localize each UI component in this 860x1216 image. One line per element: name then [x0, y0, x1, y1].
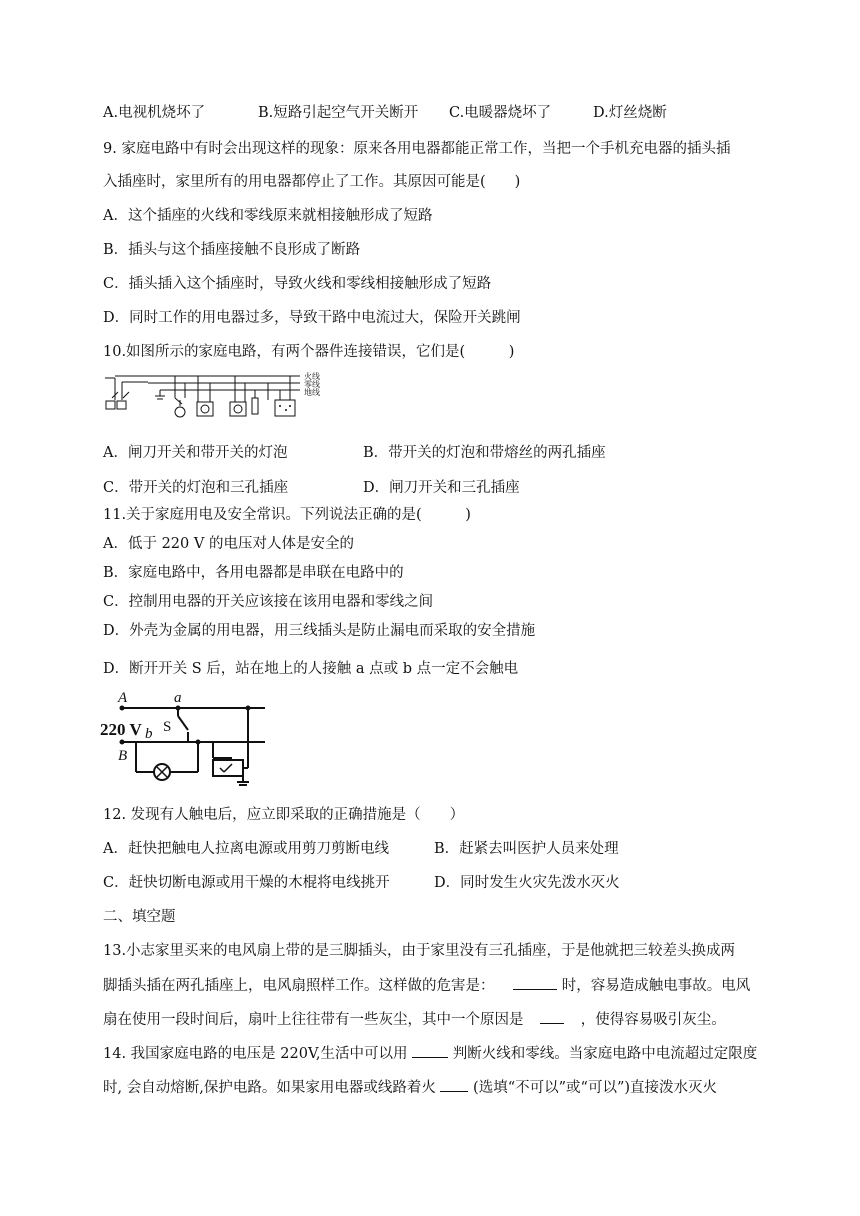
q13-line2-after: 时，容易造成触电事故。电风	[561, 978, 751, 994]
q8-option-c: C.电暖器烧坏了	[449, 105, 552, 121]
q9-option-a: A．这个插座的火线和零线原来就相接触形成了短路	[103, 208, 433, 224]
q10-circuit-figure	[100, 368, 340, 424]
q14-line2b: (选填“不可以”或“可以”)直接泼水灭火	[473, 1080, 718, 1096]
q14-line2a: 时, 会自动熔断,保护电路。如果家用电器或线路着火	[103, 1080, 436, 1096]
q11-label-B: B	[118, 748, 128, 764]
q13-blank-1[interactable]	[513, 974, 557, 990]
q13-line2	[103, 974, 750, 996]
q12-option-b: B．赶紧去叫医护人员来处理	[434, 841, 619, 857]
q11-label-A: A	[118, 690, 128, 706]
q11-option-c: C．控制用电器的开关应该接在该用电器和零线之间	[103, 594, 434, 610]
q14-blank-2[interactable]	[440, 1076, 468, 1092]
q8-option-b: B.短路引起空气开关断开	[258, 105, 419, 121]
q10-option-c: C．带开关的灯泡和三孔插座	[103, 480, 289, 496]
q12-stem: 12. 发现有人触电后，应立即采取的正确措施是（ ）	[103, 807, 465, 823]
q10-label-fire: 火线	[304, 372, 320, 381]
q11-label-a: a	[174, 690, 182, 706]
q9-option-d: D．同时工作的用电器过多，导致干路中电流过大，保险开关跳闸	[103, 310, 521, 326]
q13-line2-text: 脚插头插在两孔插座上，电风扇照样工作。这样做的危害是：	[103, 978, 495, 994]
q12-option-a: A．赶快把触电人拉离电源或用剪刀剪断电线	[103, 841, 389, 857]
q8-option-d: D.灯丝烧断	[593, 105, 667, 121]
q9-stem-line2: 入插座时，家里所有的用电器都停止了工作。其原因可能是( )	[103, 174, 521, 190]
q13-line3-text: 扇在使用一段时间后，扇叶上往往带有一些灰尘，其中一个原因是	[103, 1012, 524, 1028]
q10-label-earth: 地线	[304, 388, 320, 397]
q9-option-b: B．插头与这个插座接触不良形成了断路	[103, 242, 361, 258]
q13-line1: 13.小志家里买来的电风扇上带的是三脚插头，由于家里没有三孔插座，于是他就把三较差头换成两	[103, 943, 736, 959]
q14-line1b: 判断火线和零线。当家庭电路中电流超过定限度	[452, 1046, 758, 1062]
q14-blank-1[interactable]	[412, 1042, 448, 1058]
q11-label-S: S	[163, 719, 172, 735]
q12-option-d: D．同时发生火灾先泼水灭火	[434, 875, 620, 891]
q12-option-c: C．赶快切断电源或用干燥的木棍将电线挑开	[103, 875, 390, 891]
q10-label-neutral: 零线	[304, 380, 320, 389]
q10-option-b: B．带开关的灯泡和带熔丝的两孔插座	[363, 445, 606, 461]
q13-line3-after: ，使得容易吸引灰尘。	[580, 1012, 726, 1028]
q11-option-b: B．家庭电路中，各用电器都是串联在电路中的	[103, 565, 404, 581]
q10-stem: 10.如图所示的家庭电路，有两个器件连接错误，它们是( )	[103, 344, 515, 360]
q11-label-b: b	[145, 726, 153, 742]
q9-stem-line1: 9. 家庭电路中有时会出现这样的现象：原来各用电器都能正常工作，当把一个手机充电器的插头插	[103, 141, 731, 157]
q10-option-d: D．闸刀开关和三孔插座	[363, 480, 520, 496]
q8-option-a: A.电视机烧坏了	[103, 105, 206, 121]
q11-label-voltage: 220 V	[100, 720, 142, 739]
q13-blank-2[interactable]	[540, 1008, 564, 1024]
q13-line3	[103, 1008, 726, 1030]
q14-line2	[103, 1076, 717, 1098]
q11-option-d2: D．断开开关 S 后，站在地上的人接触 a 点或 b 点一定不会触电	[103, 661, 519, 677]
q11-circuit-figure	[100, 688, 280, 788]
section-title: 二、填空题	[103, 909, 176, 925]
q14-line1	[103, 1042, 757, 1064]
q14-line1a: 14. 我国家庭电路的电压是 220V,生活中可以用	[103, 1046, 408, 1062]
q11-stem: 11.关于家庭用电及安全常识。下列说法正确的是( )	[103, 507, 471, 523]
q9-option-c: C．插头插入这个插座时，导致火线和零线相接触形成了短路	[103, 276, 492, 292]
q11-option-d: D．外壳为金属的用电器，用三线插头是防止漏电而采取的安全措施	[103, 623, 536, 639]
q10-option-a: A．闸刀开关和带开关的灯泡	[103, 445, 288, 461]
q11-option-a: A．低于 220 V 的电压对人体是安全的	[103, 536, 354, 552]
